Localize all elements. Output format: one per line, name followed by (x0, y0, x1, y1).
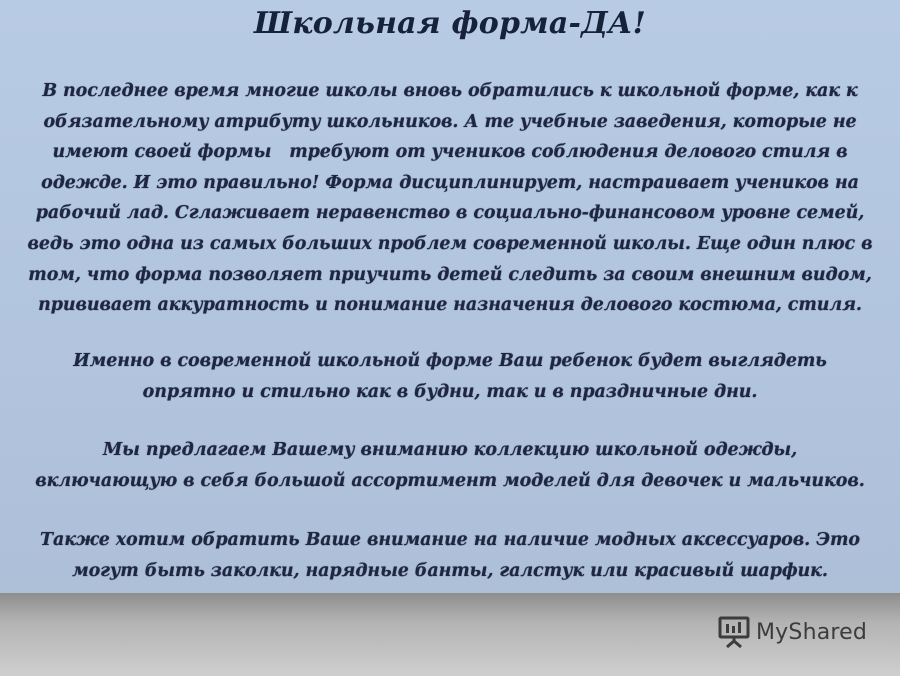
text-line: рабочий лад. Сглаживает неравенство в социально-финансовом уровне семей, (35, 203, 865, 224)
text-line: одежде. И это правильно! Форма дисциплинирует, настраивает учеников на (41, 172, 859, 193)
text-line: могут быть заколки, нарядные банты, галстук или красивый шарфик. (72, 560, 828, 581)
paragraph-2 (10, 346, 890, 407)
text-line: В последнее время многие школы вновь обратились к школьной форме, как к (42, 81, 858, 101)
slide-title: Школьная форма-ДА! (253, 6, 647, 41)
paragraph-4 (10, 525, 890, 586)
text-line: имеют своей формы требуют от учеников соблюдения делового стиля в (52, 142, 848, 163)
text-line: Также хотим обратить Ваше внимание на наличие модных аксессуаров. Это (40, 530, 860, 550)
text-line: ведь это одна из самых больших проблем современной школы. Еще один плюс в (27, 233, 873, 254)
text-line: прививает аккуратность и понимание назначения делового костюма, стиля. (38, 295, 862, 316)
myshared-watermark (717, 615, 867, 649)
text-line: Мы предлагаем Вашему вниманию коллекцию школьной одежды, (102, 440, 798, 460)
text-line: том, что форма позволяет приучить детей следить за своим внешним видом, (28, 264, 872, 285)
text-line: Именно в современной школьной форме Ваш ребенок будет выглядеть (73, 351, 827, 371)
text-line: включающую в себя большой ассортимент моделей для девочек и мальчиков. (35, 470, 865, 491)
watermark-text: MyShared (756, 619, 868, 645)
presentation-board-icon (717, 615, 751, 649)
text-line: обязательному атрибуту школьников. А те учебные заведения, которые не (43, 111, 857, 132)
text-line: опрятно и стильно как в будни, так и в праздничные дни. (142, 381, 758, 402)
paragraph-3 (10, 435, 890, 496)
paragraph-1 (10, 76, 890, 321)
